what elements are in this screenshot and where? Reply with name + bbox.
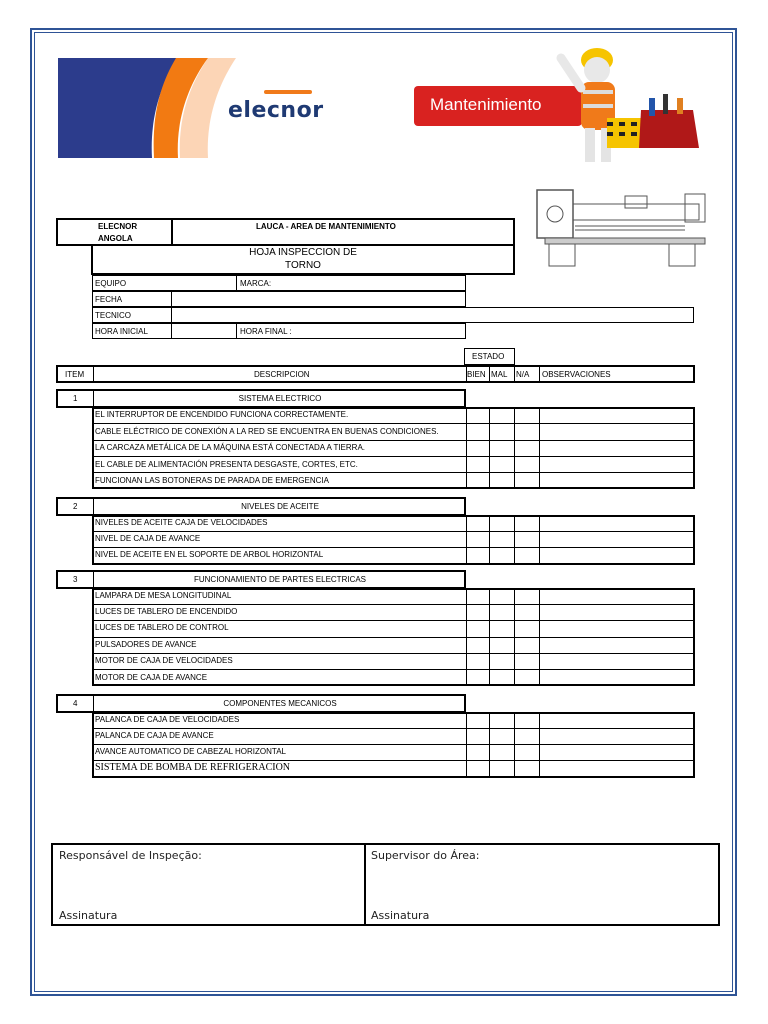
label-equipo: EQUIPO (95, 279, 127, 288)
inspector-signature: Assinatura (59, 909, 118, 922)
check-item: EL CABLE DE ALIMENTACIÓN PRESENTA DESGASTE, CORTES, ETC. (95, 460, 358, 469)
label-hora-inicial: HORA INICIAL (95, 327, 148, 336)
label-fecha: FECHA (95, 295, 123, 304)
check-item: EL INTERRUPTOR DE ENCENDIDO FUNCIONA CORRECTAMENTE. (95, 410, 349, 419)
check-item: LAMPARA DE MESA LONGITUDINAL (95, 591, 232, 600)
label-marca: MARCA: (240, 279, 272, 288)
check-item: NIVEL DE ACEITE EN EL SOPORTE DE ARBOL HORIZONTAL (95, 550, 324, 559)
sheet-title-line-1: HOJA INSPECCION DE (249, 247, 357, 258)
section-number: 4 (73, 699, 78, 708)
label-tecnico: TECNICO (95, 311, 131, 320)
col-item: ITEM (65, 370, 85, 379)
col-mal: MAL (491, 370, 508, 379)
maintenance-banner-text: Mantenimiento (430, 95, 542, 114)
info-row-tecnico (92, 307, 694, 323)
sheet-title-line-2: TORNO (285, 260, 321, 271)
area-title: LAUCA - AREA DE MANTENIMIENTO (256, 222, 396, 231)
section-number: 3 (73, 575, 78, 584)
elecnor-logo (58, 58, 380, 158)
section-number: 1 (73, 394, 78, 403)
info-row-equipo (92, 275, 466, 291)
col-descripcion: DESCRIPCION (254, 370, 310, 379)
company-line-2: ANGOLA (98, 234, 133, 243)
check-item: MOTOR DE CAJA DE AVANCE (95, 673, 208, 682)
supervisor-signature: Assinatura (371, 909, 430, 922)
col-bien: BIEN (467, 370, 486, 379)
col-na: N/A (516, 370, 530, 379)
check-item: SISTEMA DE BOMBA DE REFRIGERACION (95, 762, 291, 773)
check-item: LA CARCAZA METÁLICA DE LA MÁQUINA ESTÁ CONECTADA A TIERRA. (95, 443, 366, 452)
section-title: FUNCIONAMIENTO DE PARTES ELECTRICAS (193, 575, 367, 584)
section-title: NIVELES DE ACEITE (241, 502, 319, 511)
worker-illustration (545, 40, 705, 170)
inspector-label: Responsável de Inspeção: (59, 849, 202, 862)
info-row-fecha (92, 291, 466, 307)
section-title: COMPONENTES MECANICOS (223, 699, 337, 708)
brand-name: elecnor (228, 98, 324, 123)
check-item: NIVEL DE CAJA DE AVANCE (95, 534, 201, 543)
check-item: NIVELES DE ACEITE CAJA DE VELOCIDADES (95, 518, 268, 527)
check-item: LUCES DE TABLERO DE ENCENDIDO (95, 607, 238, 616)
section-title: SISTEMA ELECTRICO (238, 394, 322, 403)
check-item: FUNCIONAN LAS BOTONERAS DE PARADA DE EMERGENCIA (95, 476, 329, 485)
section-number: 2 (73, 502, 78, 511)
estado-label: ESTADO (472, 352, 505, 361)
label-hora-final: HORA FINAL : (240, 327, 292, 336)
check-item: CABLE ELÉCTRICO DE CONEXIÓN A LA RED SE ENCUENTRA EN BUENAS CONDICIONES. (95, 427, 439, 436)
check-item: MOTOR DE CAJA DE VELOCIDADES (95, 656, 233, 665)
check-item: AVANCE AUTOMATICO DE CABEZAL HORIZONTAL (95, 747, 286, 756)
check-item: PALANCA DE CAJA DE AVANCE (95, 731, 214, 740)
company-line-1: ELECNOR (98, 222, 138, 231)
check-item: PALANCA DE CAJA DE VELOCIDADES (95, 715, 240, 724)
check-item: PULSADORES DE AVANCE (95, 640, 197, 649)
lathe-illustration (535, 178, 715, 268)
col-observaciones: OBSERVACIONES (542, 370, 611, 379)
logo-accent (264, 90, 312, 94)
supervisor-label: Supervisor do Área: (371, 849, 480, 862)
check-item: LUCES DE TABLERO DE CONTROL (95, 623, 229, 632)
